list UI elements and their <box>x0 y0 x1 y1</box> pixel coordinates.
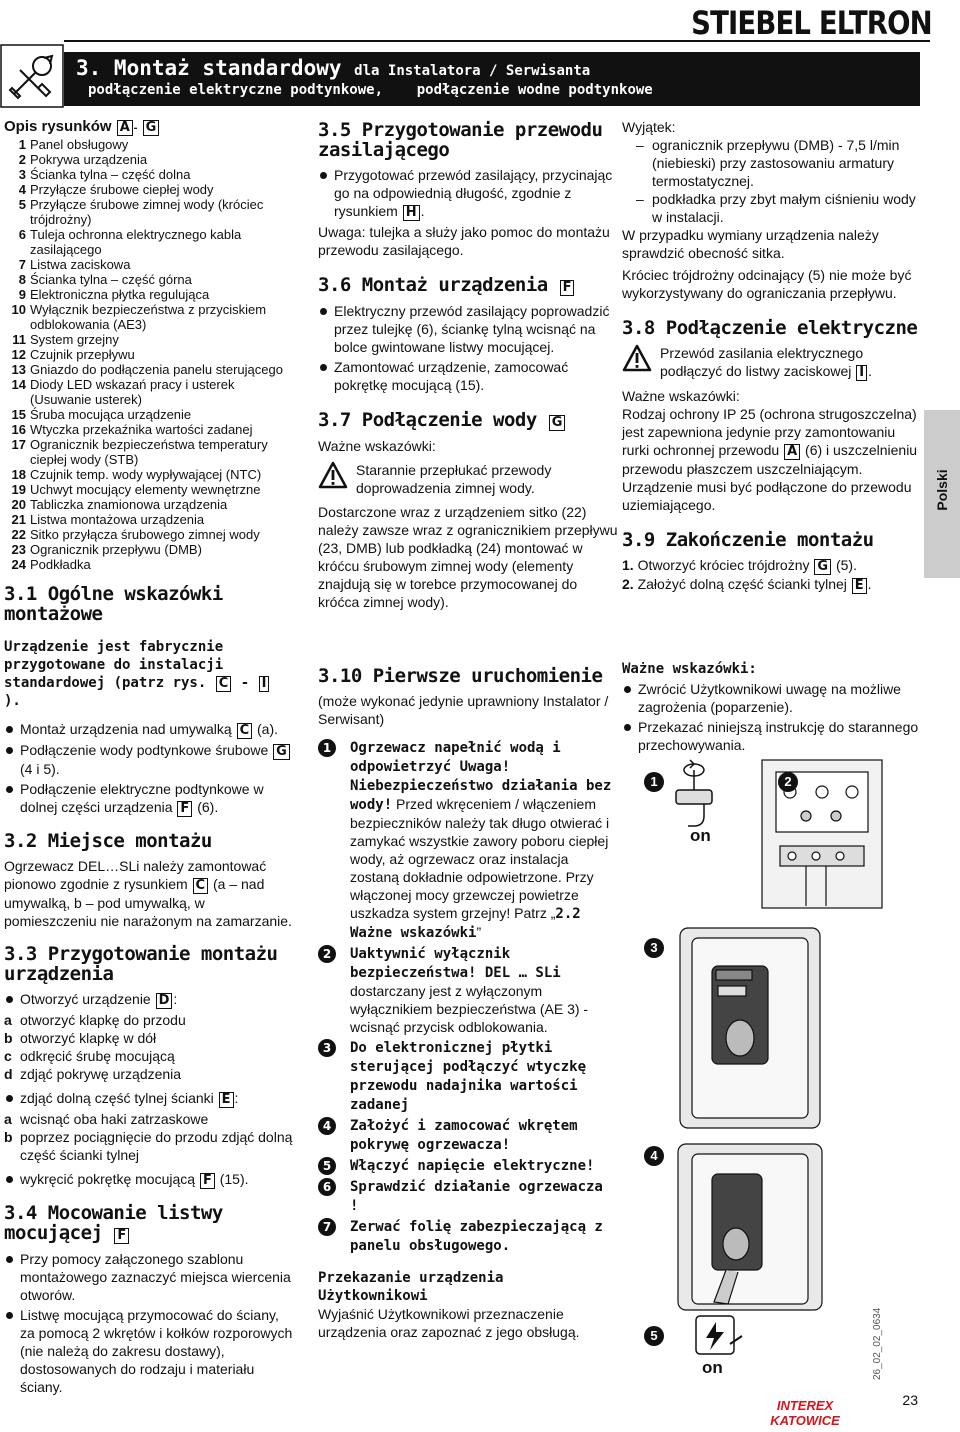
list-item: Otworzyć urządzenie D : <box>4 990 294 1009</box>
language-tab-label: Polski <box>934 469 950 511</box>
step-number: 2 <box>318 945 336 963</box>
paragraph: Urządzenie musi być podłączone do przewodu uziemiającego. <box>622 479 912 513</box>
brand-logo: STIEBEL ELTRON <box>691 4 932 42</box>
on-label: on <box>690 826 711 845</box>
list-item: Zamontować urządzenie, zamocować pokrętkę mocującą (15). <box>318 358 618 394</box>
list-item: Przy pomocy załączonego szablonu montażowego zaznaczyć miejsca wiercenia otworów. <box>4 1250 294 1304</box>
legend-item: 19 Uchwyt mocujący elementy wewnętrzne <box>11 482 261 497</box>
startup-step: 5 Włączyć napięcie elektryczne! <box>318 1156 618 1175</box>
warning-icon <box>622 344 652 372</box>
list-item: zdjąć dolną część tylnej ścianki E : <box>4 1089 294 1108</box>
figure-label-3: 3 <box>644 938 664 958</box>
chapter-title: 3. Montaż standardowy <box>76 56 342 80</box>
legend-item: 21 Listwa montażowa urządzenia <box>11 512 205 527</box>
column-left <box>4 118 294 1398</box>
distributor-logo <box>752 1398 858 1428</box>
figure-ref-box: E <box>852 578 867 594</box>
s31-note-sep: - <box>240 675 250 691</box>
logo-line1: INTEREX <box>776 1398 834 1413</box>
list-item: – podkładka przy zbyt małym ciśnieniu wody w instalacji. <box>622 190 922 226</box>
legend-item: 14 Diody LED wskazań pracy i usterek (Usuwanie usterek) <box>11 377 235 407</box>
list-item: Przekazać niniejszą instrukcję do starannego przechowywania. <box>622 718 922 754</box>
figure-ref-box: G <box>143 120 160 136</box>
section-3-10-title: 3.10 Pierwsze uruchomienie <box>318 665 603 687</box>
figure-ref-box: C <box>216 676 232 692</box>
brand-divider <box>64 40 930 42</box>
s38-warning: Przewód zasilania elektrycznego podłączyć do listwy zaciskowej I . <box>622 344 922 381</box>
startup-step: 3 Do elektronicznej płytki sterującej podłączyć wtyczkę przewodu nadajnika wartości zadanej <box>318 1038 618 1114</box>
legend-item: 24 Podkładka <box>11 557 91 572</box>
sub-item: c odkręcić śrubę mocującą <box>4 1048 175 1064</box>
legend-item: 8 Ścianka tylna – część górna <box>18 272 192 287</box>
s38-important: Ważne wskazówki: <box>622 388 740 404</box>
chapter-subtitle: podłączenie elektryczne podtynkowe, podłączenie wodne podtynkowe <box>88 82 653 98</box>
startup-step: 4 Założyć i zamocować wkrętem pokrywę ogrzewacza! <box>318 1116 618 1154</box>
figure-ref-box: G <box>273 744 290 760</box>
legend-item: 7 Listwa zaciskowa <box>18 257 131 272</box>
step-number: 3 <box>318 1039 336 1057</box>
startup-step: 1 Ogrzewacz napełnić wodą i odpowietrzyć Uwaga! Niebezpieczeństwo działania bez wody! Przed wkręceniem / włączeniem bezpieczników należy tak długo otwierać i zamykać wszystkie zawory poboru ciepłej wody, aż ogrzewacz oraz instalacja zostaną dokładnie odpowietrzone. Przy włączonej mocy grzewczej powietrze uszkadza system grzejny! Patrz „2.2 Ważne wskazówki” <box>318 738 618 942</box>
figure-ref-box: A <box>784 444 800 460</box>
column-right-bottom <box>622 660 922 756</box>
s32-text: Ogrzewacz DEL…SLi należy zamontować pionowo zgodnie z rysunkiem C (a – nad umywalką, b – pod umywalką, w pomieszczeniu nie narażonym na zamarzanie. <box>4 858 292 929</box>
legend-item: 23 Ogranicznik przepływu (DMB) <box>11 542 202 557</box>
legend-item: 22 Sitko przyłącza śrubowego zimnej wody <box>11 527 260 542</box>
legend-item: 6 Tuleja ochronna elektrycznego kabla zasilającego <box>18 227 242 257</box>
startup-step: 6 Sprawdzić działanie ogrzewacza ! <box>318 1177 618 1215</box>
wrench-icon <box>0 44 64 108</box>
sub-item: b poprzez pociągnięcie do przodu zdjąć dolną część ścianki tylnej <box>4 1129 293 1163</box>
section-3-5-title: 3.5 Przygotowanie przewodu zasilającego <box>318 119 603 161</box>
legend-item: 5 Przyłącze śrubowe zimnej wody (króciec trójdrożny) <box>18 197 264 227</box>
tap-icon <box>676 760 712 826</box>
figure-ref-box: E <box>219 1092 234 1108</box>
list-item: – ogranicznik przepływu (DMB) - 7,5 l/min (niebieski) przy zastosowaniu armatury termostatycznej. <box>622 136 922 190</box>
figure-ref-box: F <box>560 280 574 296</box>
column-middle-bottom <box>318 660 618 1341</box>
device-cover-drawing <box>678 1144 822 1310</box>
list-item: Montaż urządzenia nad umywalką C (a). <box>4 720 294 739</box>
list-item: Podłączenie wody podtynkowe śrubowe G (4 i 5). <box>4 741 294 778</box>
electric-switch-icon <box>696 1316 742 1354</box>
figure-ref-box: I <box>259 676 270 692</box>
s37-text: Dostarczone wraz z urządzeniem sitko (22) należy zawsze wraz z ogranicznikiem przepływu (23, DMB) lub podkładką (24) montować w króćcu śrubowym zimnej wody (elementy znajdują się w torebce przymocowanej do króćca zimnej wody). <box>318 504 618 610</box>
paragraph: Rodzaj ochrony IP 25 (ochrona strugoszczelna) jest zapewniona jedynie przy zamontowaniu rurki ochronnej przewodu A (6) i uszczelnieniu przewodu płaszczem uszczelniającym. <box>622 406 918 477</box>
legend-item: 11 System grzejny <box>12 332 119 347</box>
s35-note: Uwaga: tulejka a służy jako pomoc do montażu przewodu zasilającego. <box>318 224 610 258</box>
figure-code: 26_02_02_0634 <box>872 1307 883 1380</box>
startup-step: 7 Zerwać folię zabezpieczającą z panelu obsługowego. <box>318 1217 618 1255</box>
section-3-2-title: 3.2 Miejsce montażu <box>4 830 212 852</box>
s31-note-end: ). <box>4 693 21 709</box>
column-middle <box>318 114 618 611</box>
sub-item: a wcisnąć oba haki zatrzaskowe <box>4 1111 209 1127</box>
section-3-7-title: 3.7 Podłączenie wody G <box>318 410 618 431</box>
figure-label-5: 5 <box>644 1326 664 1346</box>
legend-item: 3 Ścianka tylna – część dolna <box>18 167 191 182</box>
paragraph: W przypadku wymiany urządzenia należy sprawdzić obecność sitka. <box>622 227 879 261</box>
handover-text: Wyjaśnić Użytkownikowi przeznaczenie urządzenia oraz zapoznać z jego obsługą. <box>318 1306 580 1340</box>
figure-ref-box: C <box>193 878 209 894</box>
list-item: 1. Otworzyć króciec trójdrożny G (5). <box>622 557 857 574</box>
list-item: Listwę mocującą przymocować do ściany, za pomocą 2 wkrętów i kołków rozporowych (nie należą do zakresu dostawy), dostosowanych do rodzaju i materiału ściany. <box>4 1306 294 1396</box>
figure-label-1: 1 <box>644 772 664 792</box>
section-3-4-title: 3.4 Mocowanie listwy mocującej F <box>4 1202 223 1244</box>
exception-label: Wyjątek: <box>622 119 676 135</box>
s310-subtitle: (może wykonać jedynie uprawniony Instalator / Serwisant) <box>318 693 609 727</box>
chapter-audience: dla Instalatora / Serwisanta <box>354 63 591 79</box>
legend-item: 10 Wyłącznik bezpieczeństwa z przyciskiem odblokowania (AE3) <box>11 302 267 332</box>
figure-label-4: 4 <box>644 1146 664 1166</box>
legend-title: Opis rysunków <box>4 118 112 135</box>
legend-item: 12 Czujnik przepływu <box>11 347 135 362</box>
s37-important: Ważne wskazówki: <box>318 438 436 454</box>
legend-item: 4 Przyłącze śrubowe ciepłej wody <box>18 182 214 197</box>
important-title: Ważne wskazówki: <box>622 661 757 677</box>
legend-item: 20 Tabliczka znamionowa urządzenia <box>11 497 228 512</box>
s31-note <box>4 638 294 710</box>
list-item: wykręcić pokrętkę mocującą F (15). <box>4 1170 294 1189</box>
s31-note-text: Urządzenie jest fabrycznie przygotowane do instalacji standardowej (patrz rys. <box>4 639 224 691</box>
chapter-header <box>64 52 920 106</box>
legend-item: 1 Panel obsługowy <box>18 137 129 152</box>
list-item: Zwrócić Użytkownikowi uwagę na możliwe zagrożenia (poparzenie). <box>622 680 922 716</box>
list-item: Podłączenie elektryczne podtynkowe w dolnej części urządzenia F (6). <box>4 780 294 817</box>
device-front-drawing <box>680 928 820 1128</box>
step-number: 5 <box>318 1157 336 1175</box>
handover-title: Przekazanie urządzenia Użytkownikowi <box>318 1270 504 1304</box>
section-3-1-title: 3.1 Ogólne wskazówki montażowe <box>4 583 223 625</box>
page-number: 23 <box>902 1392 918 1408</box>
section-3-6-title: 3.6 Montaż urządzenia F <box>318 275 618 296</box>
figure-ref-box: D <box>156 993 173 1009</box>
legend-item: 17 Ogranicznik bezpieczeństwa temperatury ciepłej wody (STB) <box>11 437 268 467</box>
warning-icon <box>318 461 348 489</box>
section-3-9-title: 3.9 Zakończenie montażu <box>622 529 874 551</box>
legend-heading <box>4 118 294 137</box>
figure-ref-box: H <box>403 205 420 221</box>
column-right <box>622 118 922 594</box>
figure-ref-box: F <box>200 1173 215 1189</box>
figure-ref-box: G <box>814 559 831 575</box>
list-item: Przygotować przewód zasilający, przycinając go na odpowiednią długość, zgodnie z rysunkiem H . <box>318 166 618 221</box>
legend-item: 13 Gniazdo do podłączenia panelu sterującego <box>11 362 283 377</box>
section-3-3-title: 3.3 Przygotowanie montażu urządzenia <box>4 943 278 985</box>
figure-ref-box: F <box>177 801 192 817</box>
step-number: 1 <box>318 739 336 757</box>
on-label: on <box>702 1358 723 1377</box>
step-number: 7 <box>318 1218 336 1236</box>
paragraph: Króciec trójdrożny odcinający (5) nie może być wykorzystywany do ograniczania przepływu. <box>622 267 912 301</box>
figure-ref-box: C <box>237 723 253 739</box>
figure-ref-box: A <box>117 120 133 136</box>
legend-item: 15 Śruba mocująca urządzenie <box>11 407 192 422</box>
legend-item: 9 Elektroniczna płytka regulująca <box>18 287 210 302</box>
step-number: 6 <box>318 1178 336 1196</box>
list-item: Elektryczny przewód zasilający poprowadzić przez tulejkę (6), ściankę tylną wcisnąć na bolce gwintowane listwy mocującej. <box>318 302 618 356</box>
sub-item: a otworzyć klapkę do przodu <box>4 1012 186 1028</box>
legend-range-sep: - <box>133 122 138 134</box>
startup-step: 2 Uaktywnić wyłącznik bezpieczeństwa! DEL … SLi dostarczany jest z wyłączonym wyłącznikiem bezpieczeństwa (AE 3) - wcisnąć przycisk odblokowania. <box>318 944 618 1036</box>
legend-item: 16 Wtyczka przekaźnika wartości zadanej <box>11 422 253 437</box>
startup-illustration <box>630 756 890 1386</box>
figure-ref-box: G <box>549 415 565 431</box>
step-number: 4 <box>318 1117 336 1135</box>
startup-steps <box>318 738 618 1255</box>
legend-item: 2 Pokrywa urządzenia <box>18 152 148 167</box>
language-tab <box>924 410 960 578</box>
figure-ref-box: F <box>114 1228 128 1244</box>
sub-item: b otworzyć klapkę w dół <box>4 1030 157 1046</box>
s37-warning: Starannie przepłukać przewody doprowadzenia zimnej wody. <box>318 461 618 497</box>
legend-list <box>4 137 294 572</box>
figure-label-2: 2 <box>778 772 798 792</box>
logo-line2: KATOWICE <box>770 1413 840 1428</box>
figure-ref-box: I <box>856 365 867 381</box>
list-item: 2. Założyć dolną część ścianki tylnej E . <box>622 576 872 593</box>
legend-item: 18 Czujnik temp. wody wypływającej (NTC) <box>11 467 262 482</box>
sub-item: d zdjąć pokrywę urządzenia <box>4 1066 182 1082</box>
section-3-8-title: 3.8 Podłączenie elektryczne <box>622 317 918 339</box>
